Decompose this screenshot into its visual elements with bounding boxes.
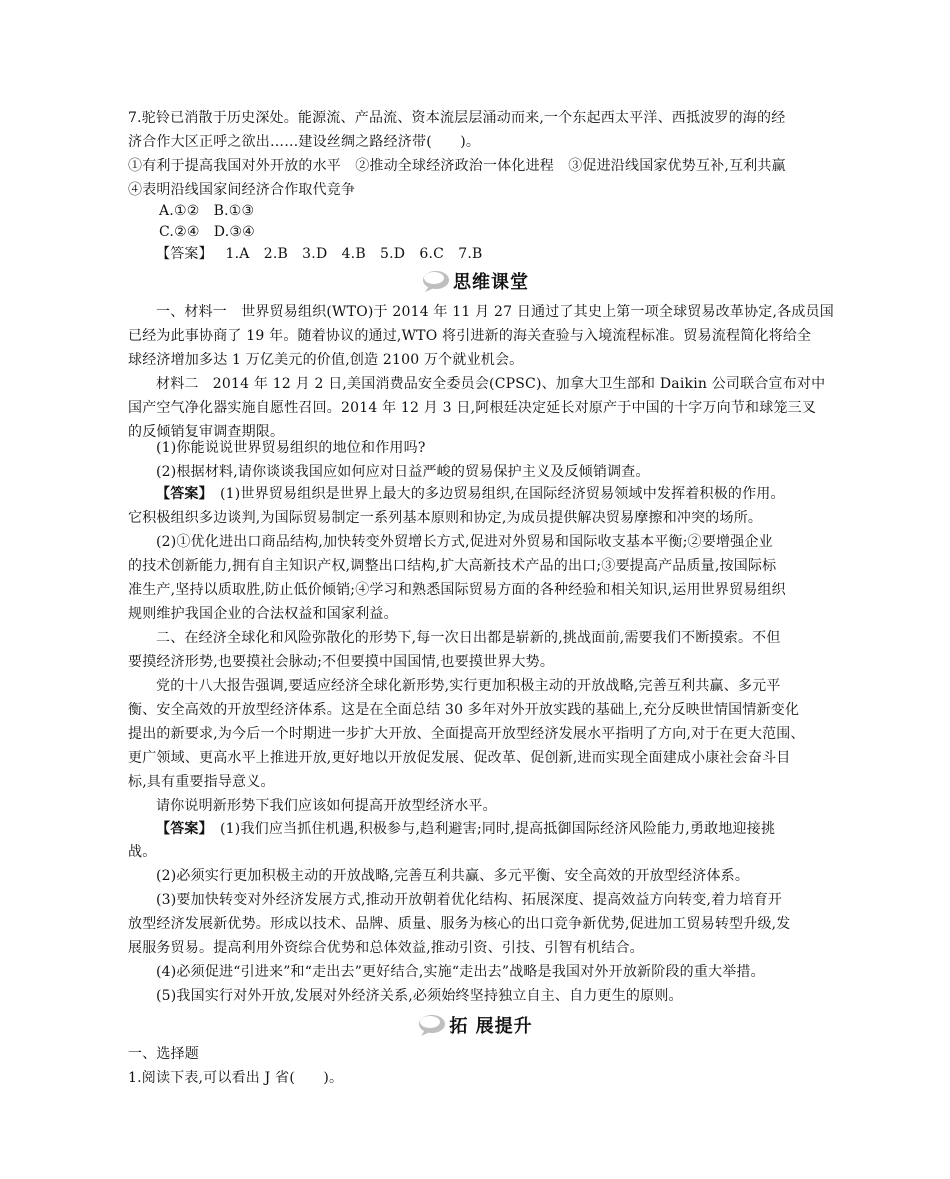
section-title: 思维课堂 bbox=[453, 272, 529, 293]
material-2-line-2: 国产空气净化器实施自愿性召回。2014 年 12 月 3 日,阿根廷决定延长对原产于中国的十字万向节和球笼三叉 bbox=[128, 400, 817, 416]
choice-questions-heading: 一、选择题 bbox=[128, 1046, 199, 1062]
speech-bubble-icon bbox=[417, 1014, 447, 1036]
part-2-answer-line-3: (2)必须实行更加积极主动的开放战略,完善互利共赢、多元平衡、安全高效的开放型经济体系。 bbox=[156, 868, 750, 884]
speech-bubble-icon bbox=[421, 270, 451, 292]
answer-tag: 【答案】 bbox=[156, 246, 213, 262]
question-7-option-line-2: ④表明沿线国家间经济合作取代竞争 bbox=[128, 182, 356, 198]
part-2-line-4: 衡、安全高效的开放型经济体系。这是在全面总结 30 多年对外开放实践的基础上,充分反映世情国情新变化 bbox=[128, 702, 800, 718]
part-2-answer-line-8: (5)我国实行对外开放,发展对外经济关系,必须始终坚持独立自主、自力更生的原则。 bbox=[156, 988, 683, 1004]
part-2-line-6: 更广领域、更高水平上推进开放,更好地以开放促发展、促改革、促创新,进而实现全面建成小康社会奋斗目 bbox=[128, 750, 791, 766]
section-heading-thinking-class bbox=[0, 266, 950, 296]
section-title: 拓 展提升 bbox=[449, 1016, 533, 1037]
part-2-answer-line-6: 展服务贸易。提高利用外资综合优势和总体效益,推动引资、引技、引智有机结合。 bbox=[128, 940, 644, 956]
choice-a-b: A.①② B.①③ bbox=[159, 203, 255, 219]
question-1: (1)你能说说世界贸易组织的地位和作用吗? bbox=[156, 440, 426, 456]
part-2-line-2: 要摸经济形势,也要摸社会脉动;不但要摸中国国情,也要摸世界大势。 bbox=[128, 654, 555, 670]
answer-2-line-3: 准生产,坚持以质取胜,防止低价倾销;④学习和熟悉国际贸易方面的各种经验和相关知识,运用世界贸易组织 bbox=[128, 582, 786, 598]
answer-text: 1.A 2.B 3.D 4.B 5.D 6.C 7.B bbox=[225, 246, 483, 262]
part-2-answer-line-1 bbox=[156, 817, 856, 841]
question-1-stem: 1.阅读下表,可以看出 J 省( )。 bbox=[128, 1070, 344, 1086]
material-1-line-3: 球经济增加多达 1 万亿美元的价值,创造 2100 万个就业机会。 bbox=[128, 352, 524, 368]
answer-1-line-2: 它积极组织多边谈判,为国际贸易制定一系列基本原则和协定,为成员提供解决贸易摩擦和冲突的场所。 bbox=[128, 510, 763, 526]
part-2-line-7: 标,具有重要指导意义。 bbox=[128, 774, 275, 790]
part-2-answer-line-4: (3)要加快转变对外经济发展方式,推动开放朝着优化结构、拓展深度、提高效益方向转变,着力培育开 bbox=[156, 892, 783, 908]
material-1-line-2: 已经为此事协商了 19 年。随着协议的通过,WTO 将引进新的海关查验与入境流程标准。贸易流程简化将给全 bbox=[128, 328, 812, 344]
answer-1-line-1 bbox=[156, 482, 856, 506]
answer-text: (1)我们应当抓住机遇,积极参与,趋利避害;同时,提高抵御国际经济风险能力,勇敢地迎接挑 bbox=[205, 821, 776, 837]
part-2-line-1: 二、在经济全球化和风险弥散化的形势下,每一次日出都是崭新的,挑战面前,需要我们不断摸索。不但 bbox=[156, 630, 781, 646]
question-7-line-1: 7.驼铃已消散于历史深处。能源流、产品流、资本流层层涌动而来,一个东起西太平洋、西抵波罗的海的经 bbox=[128, 110, 786, 126]
part-2-question: 请你说明新形势下我们应该如何提高开放型经济水平。 bbox=[156, 798, 497, 814]
question-7-line-2: 济合作大区正呼之欲出……建设丝绸之路经济带( )。 bbox=[128, 134, 481, 150]
answer-tag: 【答案】 bbox=[156, 821, 206, 837]
answer-2-line-2: 的技术创新能力,拥有自主知识产权,调整出口结构,扩大高新技术产品的出口;③要提高产品质量,按国际标 bbox=[128, 558, 777, 574]
answer-2-line-1: (2)①优化进出口商品结构,加快转变外贸增长方式,促进对外贸易和国际收支基本平衡;②要增强企业 bbox=[156, 534, 773, 550]
question-2: (2)根据材料,请你谈谈我国应如何应对日益严峻的贸易保护主义及反倾销调查。 bbox=[156, 464, 650, 480]
answer-tag: 【答案】 bbox=[156, 486, 206, 502]
part-2-answer-line-7: (4)必须促进“引进来”和“走出去”更好结合,实施“走出去”战略是我国对外开放新阶段的重大举措。 bbox=[156, 964, 765, 980]
answer-text: (1)世界贸易组织是世界上最大的多边贸易组织,在国际经济贸易领域中发挥着积极的作用。 bbox=[205, 486, 785, 502]
question-7-option-line-1: ①有利于提高我国对外开放的水平 ②推动全球经济政治一体化进程 ③促进沿线国家优势互补,互利共赢 bbox=[128, 158, 786, 174]
material-2-line-1: 材料二 2014 年 12 月 2 日,美国消费品安全委员会(CPSC)、加拿大卫生部和 Daikin 公司联合宣布对中 bbox=[156, 376, 826, 392]
part-2-answer-line-2: 战。 bbox=[128, 844, 157, 860]
material-1-line-1: 一、材料一 世界贸易组织(WTO)于 2014 年 11 月 27 日通过了其史上第一项全球贸易改革协定,各成员国 bbox=[156, 304, 834, 320]
part-2-line-3: 党的十八大报告强调,要适应经济全球化新形势,实行更加积极主动的开放战略,完善互利共赢、多元平 bbox=[156, 678, 781, 694]
answer-2-line-4: 规则维护我国企业的合法权益和国家利益。 bbox=[128, 606, 398, 622]
part-2-line-5: 提出的新要求,为今后一个时期进一步扩大开放、全面提高开放型经济发展水平指明了方向,对于在更大范围、 bbox=[128, 726, 805, 742]
material-2-line-3: 的反倾销复审调查期限。 bbox=[128, 424, 285, 440]
section-heading-extension bbox=[0, 1010, 950, 1040]
choice-c-d: C.②④ D.③④ bbox=[159, 224, 255, 240]
part-2-answer-line-5: 放型经济发展新优势。形成以技术、品牌、质量、服务为核心的出口竞争新优势,促进加工贸易转型升级,发 bbox=[128, 916, 791, 932]
answer-line bbox=[156, 242, 856, 266]
